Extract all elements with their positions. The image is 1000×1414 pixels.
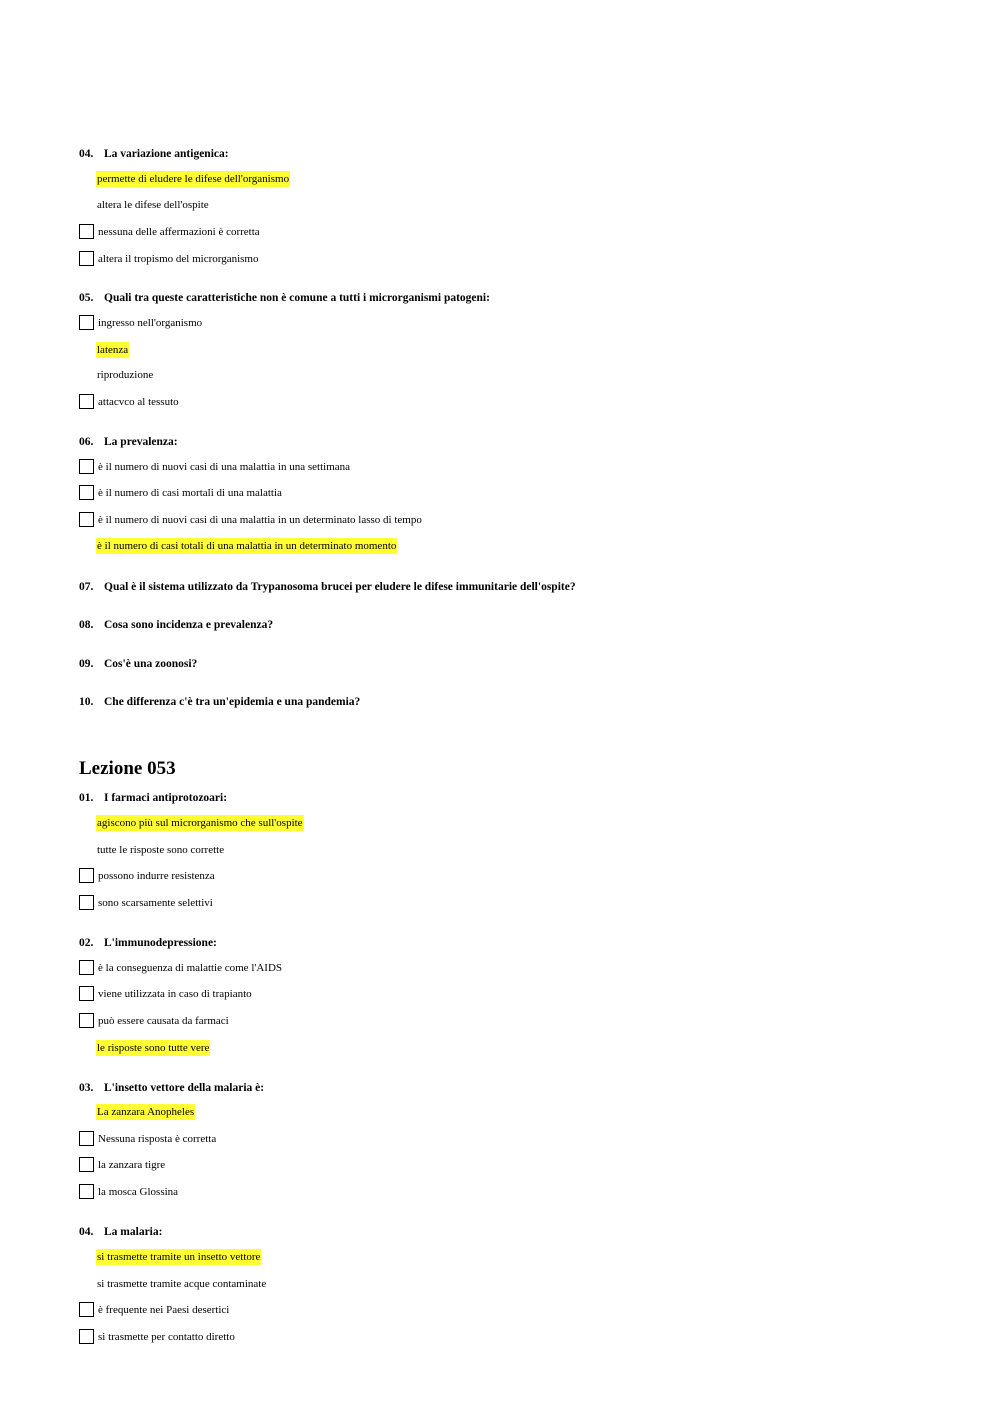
checkbox-icon[interactable] [79,960,94,975]
checkbox-icon[interactable] [79,315,94,330]
answer-text: attacvco al tessuto [98,396,179,408]
answer-text: La zanzara Anopheles [97,1106,195,1118]
question-title [79,657,197,671]
answer-text: latenza [97,344,129,356]
question-title [79,147,229,161]
question-text: Cos'è una zoonosi? [104,658,198,670]
answer-text: la zanzara tigre [98,1159,166,1171]
answer-text: agiscono più sul microrganismo che sull'ospite [97,817,303,829]
checkbox-icon[interactable] [79,459,94,474]
answer-text: è il numero di nuovi casi di una malattia in un determinato lasso di tempo [98,514,422,526]
checkbox-icon[interactable] [79,1157,94,1172]
question-number: 03. [79,1082,94,1094]
answer-text: Nessuna risposta è corretta [98,1133,217,1145]
question-number: 02. [79,937,94,949]
question-title [79,580,576,594]
checkbox-icon[interactable] [79,1184,94,1199]
answer-text: è il numero di casi mortali di una malattia [98,487,282,499]
question-title [79,435,178,449]
answer-text: ingresso nell'organismo [98,317,203,329]
checkbox-icon[interactable] [79,868,94,883]
answer-text: si trasmette per contatto diretto [98,1331,235,1343]
answer-text: sono scarsamente selettivi [98,897,213,909]
question-title [79,936,217,950]
question-text: La variazione antigenica: [104,148,229,160]
answer-text: le risposte sono tutte vere [97,1042,210,1054]
question-title [79,291,490,305]
question-number: 09. [79,658,94,670]
question-title [79,791,227,805]
question-text: Quali tra queste caratteristiche non è comune a tutti i microrganismi patogeni: [104,292,490,304]
answer-text: si trasmette tramite un insetto vettore [97,1251,261,1263]
answer-text: la mosca Glossina [98,1186,179,1198]
checkbox-icon[interactable] [79,1329,94,1344]
question-number: 05. [79,292,94,304]
question-title [79,618,273,632]
answer-text: nessuna delle affermazioni è corretta [98,226,260,238]
question-number: 01. [79,792,94,804]
checkbox-icon[interactable] [79,224,94,239]
checkbox-icon[interactable] [79,512,94,527]
checkbox-icon[interactable] [79,1302,94,1317]
question-title [79,695,360,709]
answer-text: è il numero di casi totali di una malattia in un determinato momento [97,540,397,552]
question-text: La malaria: [104,1226,163,1238]
question-number: 08. [79,619,94,631]
question-text: La prevalenza: [104,436,178,448]
question-number: 07. [79,581,94,593]
answer-text: è il numero di nuovi casi di una malattia in una settimana [98,461,351,473]
answer-text: altera il tropismo del microrganismo [98,253,259,265]
checkbox-icon[interactable] [79,895,94,910]
question-text: L'immunodepressione: [104,937,217,949]
checkbox-icon[interactable] [79,251,94,266]
question-text: Qual è il sistema utilizzato da Trypanosoma brucei per eludere le difese immunitarie dell'ospite? [104,581,576,593]
answer-text: possono indurre resistenza [98,870,215,882]
answer-text: viene utilizzata in caso di trapianto [98,988,252,1000]
answer-text: può essere causata da farmaci [98,1015,229,1027]
question-text: Che differenza c'è tra un'epidemia e una pandemia? [104,696,361,708]
answer-text: è frequente nei Paesi desertici [98,1304,230,1316]
checkbox-icon[interactable] [79,986,94,1001]
checkbox-icon[interactable] [79,1013,94,1028]
question-text: L'insetto vettore della malaria è: [104,1082,265,1094]
question-number: 04. [79,148,94,160]
checkbox-icon[interactable] [79,1131,94,1146]
answer-text: tutte le risposte sono corrette [97,844,225,856]
question-number: 04. [79,1226,94,1238]
answer-text: riproduzione [97,369,154,381]
answer-text: altera le difese dell'ospite [97,199,209,211]
checkbox-icon[interactable] [79,485,94,500]
answer-text: si trasmette tramite acque contaminate [97,1278,267,1290]
answer-text: è la conseguenza di malattie come l'AIDS [98,962,283,974]
question-title [79,1081,264,1095]
checkbox-icon[interactable] [79,394,94,409]
question-text: I farmaci antiprotozoari: [104,792,228,804]
answer-text: permette di eludere le difese dell'organismo [97,173,290,185]
lesson-heading: Lezione 053 [79,758,176,779]
question-title [79,1225,162,1239]
question-text: Cosa sono incidenza e prevalenza? [104,619,274,631]
question-number: 06. [79,436,94,448]
question-number: 10. [79,696,94,708]
